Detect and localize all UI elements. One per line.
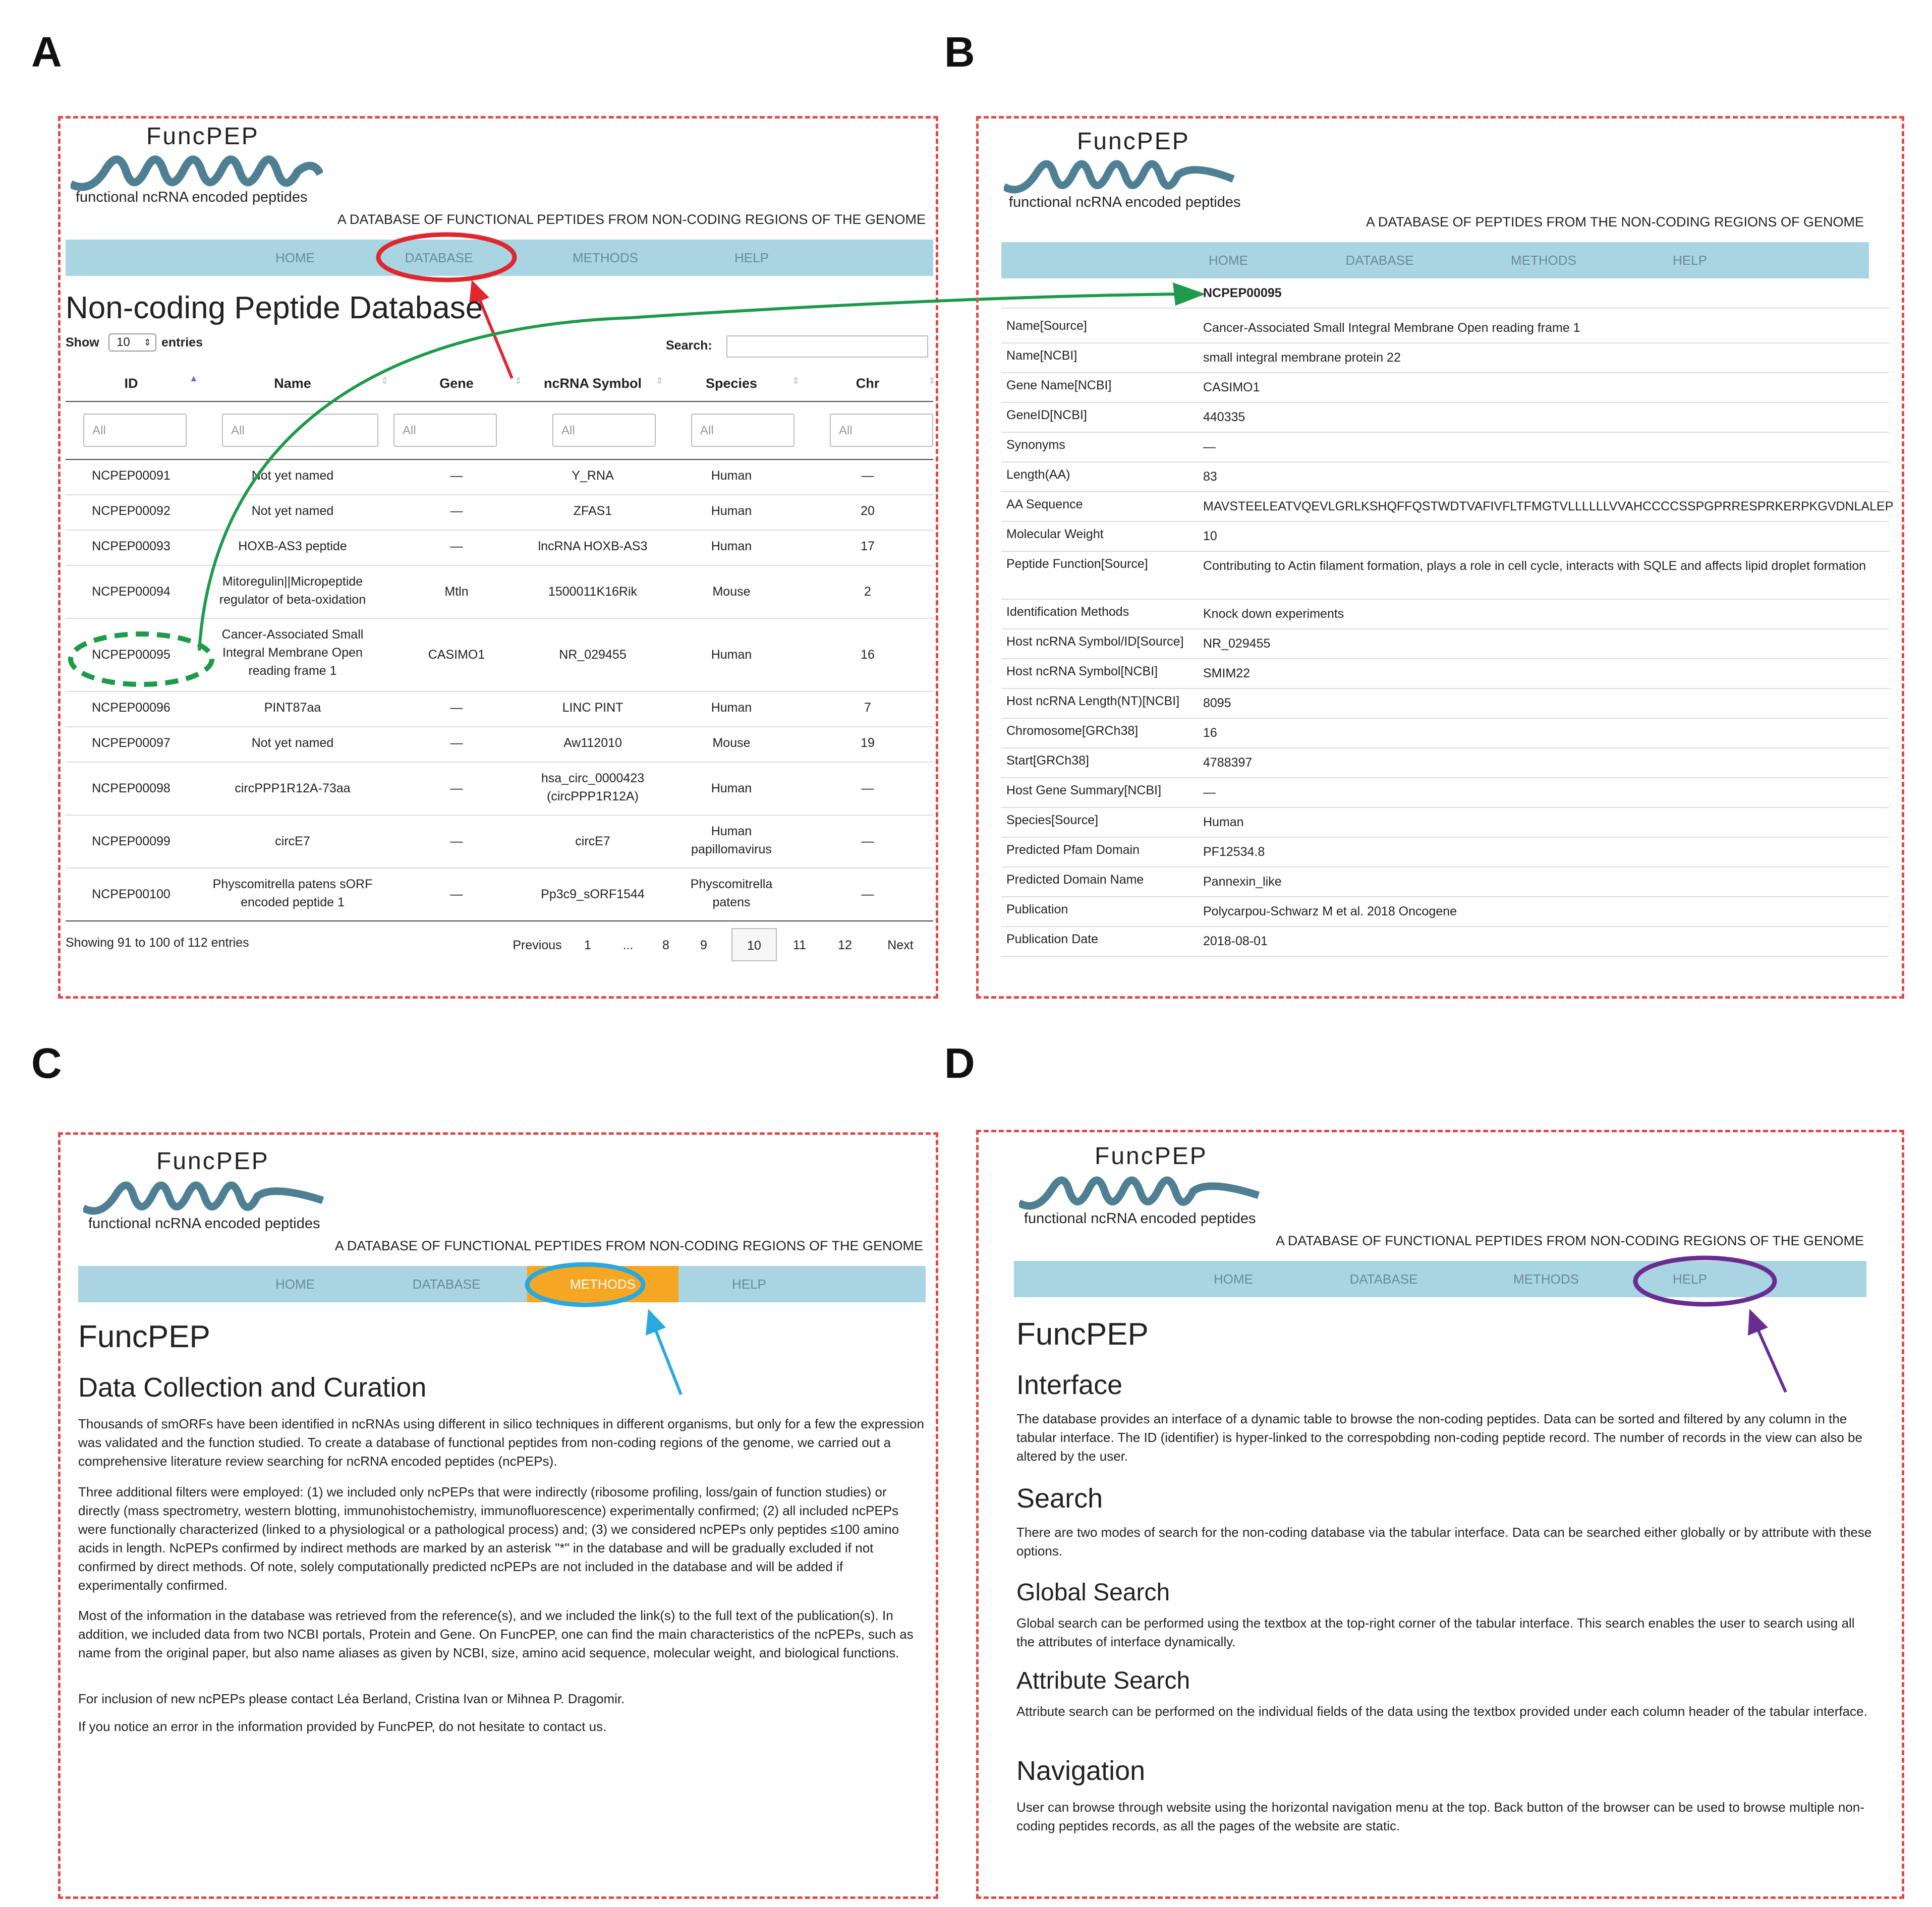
methods-paragraph: Three additional filters were employed: (1) we included only ncPEPs that were indirectly (ribosome profiling, loss/gain of function studies) or directly (mass spectrometry, western blotting, immunohistochemistry, immunofluorescence) experimentally confirmed; (2) all included ncPEPs were functionally characterized (linked to a physiological or a pathological process) and; (3) we considered ncPEPs only peptides ≤100 amino acids in length. NcPEPs confirmed by indirect methods are marked by an asterisk "*" in the database and will be gradually excluded if not confirmed by direct methods. Of note, solely computationally predicted ncPEPs are not included in the database and will be added if experimentally confirmed. [78,1484,899,1593]
detail-value: Human [1203,815,1244,829]
pagination-page-current[interactable]: 10 [731,928,777,961]
logo-title: FuncPEP [1077,128,1190,155]
tagline: A DATABASE OF FUNCTIONAL PEPTIDES FROM NON-CODING REGIONS OF THE GENOME [1275,1233,1864,1248]
row-id-link[interactable]: NCPEP00091 [92,469,171,483]
detail-value: MAVSTEELEATVQEVLGRLKSHQFFQSTWDTVAFIVFLTFMGTVLLLLLLVVAHCCCCSSPGPRRESPRKERPKGVDNLALEP [1203,499,1894,513]
nav-database[interactable]: DATABASE [1349,1272,1418,1287]
navbar [1001,242,1869,278]
row-divider [66,726,933,727]
detail-key: Species[Source] [1006,813,1099,827]
row-species: Mouse [712,736,751,750]
search-label: Search: [666,338,712,353]
filter-id-input[interactable]: All [83,414,187,447]
row-symbol: 1500011K16Rik [548,585,638,599]
row-chr: 19 [861,736,875,750]
row-species: Human [711,469,752,483]
pagination-ellipsis: ... [622,938,634,952]
row-species: Human [711,701,752,715]
detail-value: — [1203,785,1216,799]
row-chr: — [861,834,874,848]
row-id-link[interactable]: NCPEP00094 [92,585,171,599]
section-title: Data Collection and Curation [78,1372,427,1403]
entries-label: entries [161,335,203,350]
row-divider [1001,658,1889,659]
pagination-page[interactable]: 1 [584,938,591,952]
filter-species-input[interactable]: All [691,414,794,447]
col-header-species[interactable]: Species [705,376,758,391]
detail-key: Gene Name[NCBI] [1006,378,1112,392]
row-name: Not yet named [251,469,334,483]
row-name: Mitoregulin||Micropeptide regulator of beta-oxidation [219,574,366,607]
row-name: PINT87aa [264,701,321,715]
sort-icon[interactable]: ⇕ [792,376,800,386]
row-divider [1001,688,1889,689]
detail-value: 83 [1203,470,1217,484]
row-chr: 2 [864,585,871,599]
row-divider [1001,432,1889,433]
helix-logo-icon [83,1175,325,1218]
row-name: Physcomitrella patens sORF encoded peptide 1 [212,877,373,909]
highlight-ring-methods [522,1258,648,1311]
detail-value: Cancer-Associated Small Integral Membrane Open reading frame 1 [1203,321,1580,335]
navbar [78,1266,926,1302]
page-title: FuncPEP [1016,1317,1149,1352]
section-title-attribute-search: Attribute Search [1016,1667,1190,1694]
detail-value-link[interactable]: 440335 [1203,410,1245,424]
nav-help[interactable]: HELP [732,1277,766,1292]
detail-value: Contributing to Actin filament formation, plays a role in cell cycle, interacts with SQLE and affects lipid droplet formation [1203,559,1866,573]
detail-value-link[interactable]: Polycarpou-Schwarz M et al. 2018 Oncogene [1203,904,1457,918]
pagination-next[interactable]: Next [887,938,914,952]
row-chr: 16 [861,648,875,662]
col-header-ncrna-symbol[interactable]: ncRNA Symbol [543,376,642,391]
row-chr: — [861,781,874,795]
detail-value: Knock down experiments [1203,607,1344,621]
detail-key: Host ncRNA Length(NT)[NCBI] [1006,694,1180,708]
help-paragraph: The database provides an interface of a dynamic table to browse the non-coding peptides. Data can be sorted and filtered by any column in the tabular interface. The ID (identifier) is hyper-linked to the correspobding non-coding peptide record. The number of records in the view can also be altered by the user. [1016,1411,1862,1464]
logo-title: FuncPEP [1095,1143,1208,1170]
methods-paragraph: For inclusion of new ncPEPs please contact Léa Berland, Cristina Ivan or Mihnea P. Dragomir. [78,1691,625,1706]
logo-subtitle: functional ncRNA encoded peptides [1024,1210,1256,1227]
row-symbol: LINC PINT [562,701,623,715]
row-divider [1001,866,1889,868]
page-title: Non-coding Peptide Database [66,291,483,325]
col-header-gene[interactable]: Gene [439,376,474,391]
row-chr: — [861,469,874,483]
methods-paragraph: If you notice an error in the information provided by FuncPEP, do not hesitate to contact us. [78,1719,607,1734]
row-name: Not yet named [251,504,334,518]
row-divider [1001,308,1889,309]
panel-c-methods [58,1132,938,1899]
row-species: Human [711,648,752,662]
row-species: Human [711,781,752,795]
row-gene: — [450,504,463,518]
detail-key: Publication Date [1006,932,1099,946]
showing-info: Showing 91 to 100 of 112 entries [66,936,249,950]
section-title-navigation: Navigation [1016,1756,1146,1786]
nav-database[interactable]: DATABASE [405,250,473,265]
row-id-link[interactable]: NCPEP00092 [92,504,171,518]
sort-icon[interactable]: ⇕ [381,376,389,386]
row-symbol: Y_RNA [572,469,614,483]
filter-gene-input[interactable]: All [393,414,497,447]
detail-value-link[interactable]: PF12534.8 [1203,845,1265,859]
row-id-link[interactable]: NCPEP00097 [92,736,171,750]
detail-key: Publication [1006,902,1068,916]
help-paragraph: There are two modes of search for the non-coding database via the tabular interface. Data can be searched either globally or by attribute with these options. [1016,1525,1872,1558]
logo-title: FuncPEP [146,123,259,150]
detail-value: Pannexin_like [1203,875,1282,889]
nav-help[interactable]: HELP [1673,253,1707,268]
detail-value: 16 [1203,726,1217,740]
detail-key: Synonyms [1006,438,1065,452]
sort-icon[interactable]: ⇕ [515,376,523,386]
detail-key: Identification Methods [1006,605,1129,619]
row-species: Physcomitrella patens [690,877,773,909]
pagination-page[interactable]: 11 [793,938,806,952]
row-species: Human [711,504,752,518]
row-gene: — [450,887,463,901]
row-divider [1001,837,1889,838]
row-gene: — [450,736,463,750]
detail-value: 4788397 [1203,756,1253,770]
tagline: A DATABASE OF FUNCTIONAL PEPTIDES FROM NON-CODING REGIONS OF THE GENOME [334,1238,923,1253]
nav-help[interactable]: HELP [1673,1272,1707,1287]
nav-methods[interactable]: METHODS [1511,253,1576,268]
row-symbol: hsa_circ_0000423 (circPPP1R12A) [541,771,645,803]
nav-home[interactable]: HOME [275,250,315,265]
pagination-page[interactable]: 12 [838,938,852,952]
record-id: NCPEP00095 [1203,286,1282,300]
row-divider [66,868,933,869]
nav-methods[interactable]: METHODS [1513,1272,1579,1287]
row-chr: 17 [861,539,875,553]
highlight-ring-help [1629,1253,1781,1309]
row-chr: 7 [864,701,871,715]
help-paragraph: Attribute search can be performed on the individual fields of the data using the textbox provided under each column header of the tabular interface. [1016,1704,1867,1719]
panel-label-b: B [944,28,975,76]
detail-key: Host ncRNA Symbol[NCBI] [1006,664,1158,678]
row-id-link[interactable]: NCPEP00095 [92,648,171,662]
show-label: Show [66,335,99,350]
methods-paragraph: Most of the information in the database was retrieved from the reference(s), and we included the link(s) to the full text of the publication(s). In addition, we included data from two NCBI portals, Protein and Gene. On FuncPEP, one can find the main characteristics of the ncPEPs, such as name from the original paper, but also name aliases as given by NCBI, size, amino acid sequence, molecular weight, and biological functions. [78,1608,914,1660]
page-title: FuncPEP [78,1319,210,1354]
row-chr: 20 [861,504,875,518]
row-id-link[interactable]: NCPEP00100 [92,887,171,901]
col-header-name[interactable]: Name [274,376,311,391]
detail-key: Host ncRNA Symbol/ID[Source] [1006,634,1184,649]
select-arrows-icon: ⇕ [143,337,151,348]
nav-database[interactable]: DATABASE [412,1277,481,1292]
row-symbol: lncRNA HOXB-AS3 [538,539,648,553]
section-title-global-search: Global Search [1016,1579,1170,1606]
row-divider [1001,956,1889,957]
help-paragraph: Global search can be performed using the textbox at the top-right corner of the tabular interface. This search enables the user to search using all the attributes of interface dynamically. [1016,1615,1855,1649]
row-divider [1001,551,1889,552]
nav-methods[interactable]: METHODS [573,250,638,265]
tagline: A DATABASE OF PEPTIDES FROM THE NON-CODING REGIONS OF GENOME [1366,214,1864,229]
col-header-chr[interactable]: Chr [856,376,880,391]
table-bottom-border [66,920,933,921]
row-symbol: Aw112010 [563,736,622,750]
row-divider [1001,807,1889,808]
detail-key: Name[Source] [1006,319,1087,333]
detail-value: small integral membrane protein 22 [1203,351,1401,365]
sort-asc-icon[interactable]: ▲ [189,373,198,383]
row-divider [1001,372,1889,373]
nav-home[interactable]: HOME [275,1277,315,1292]
row-species: Human [711,539,752,553]
detail-key: Start[GRCh38] [1006,754,1089,768]
row-divider [1001,599,1889,600]
row-gene: — [450,539,463,553]
row-id-link[interactable]: NCPEP00099 [92,834,171,848]
detail-key: Length(AA) [1006,468,1070,482]
row-divider [66,762,933,763]
pagination-previous[interactable]: Previous [513,938,562,952]
row-divider [1001,718,1889,719]
row-chr: — [861,887,874,901]
row-gene: — [450,781,463,795]
methods-paragraph: Thousands of smORFs have been identified in ncRNAs using different in silico techniques in different organisms, but only for a few the expression was validated and the function studied. To create a database of functional peptides from non-coding regions of the genome, we carried out a comprehensive literature review searching for ncRNA encoded peptides (ncPEPs). [78,1416,924,1469]
detail-value: — [1203,440,1216,454]
detail-value: NR_029455 [1203,637,1271,651]
row-divider [1001,342,1889,343]
pagination-page[interactable]: 8 [662,938,669,952]
detail-key: Predicted Domain Name [1006,873,1144,887]
row-gene: — [450,701,463,715]
sort-icon[interactable]: ⇕ [656,376,664,386]
row-symbol: ZFAS1 [573,504,612,518]
helix-logo-icon [1019,1170,1261,1213]
nav-help[interactable]: HELP [734,250,769,265]
helix-logo-icon [1004,154,1236,197]
row-symbol: NR_029455 [559,648,627,662]
nav-home[interactable]: HOME [1214,1272,1253,1287]
nav-database[interactable]: DATABASE [1345,253,1414,268]
detail-key: Peptide Function[Source] [1006,557,1148,571]
panel-label-c: C [31,1039,62,1087]
nav-methods[interactable]: METHODS [527,1266,678,1302]
pagination-page[interactable]: 9 [700,938,707,952]
detail-key: Chromosome[GRCh38] [1006,724,1139,738]
row-symbol: Pp3c9_sORF1544 [541,887,645,901]
entries-value: 10 [117,335,130,349]
row-divider [1001,402,1889,403]
detail-value: 8095 [1203,696,1231,710]
nav-home[interactable]: HOME [1209,253,1248,268]
row-divider [1001,747,1889,748]
row-id-link[interactable]: NCPEP00096 [92,701,171,715]
logo-subtitle: functional ncRNA encoded peptides [88,1216,320,1232]
detail-value: CASIMO1 [1203,380,1260,394]
panel-b-record [976,116,1904,999]
row-divider [1001,521,1889,522]
section-title-interface: Interface [1016,1370,1123,1400]
detail-key: Name[NCBI] [1006,349,1077,363]
detail-value: 2018-08-01 [1203,934,1268,948]
row-species: Mouse [712,585,751,599]
detail-key: Host Gene Summary[NCBI] [1006,783,1162,797]
detail-key: GeneID[NCBI] [1006,408,1087,422]
row-divider [66,815,933,816]
panel-label-a: A [31,28,62,76]
row-id-link[interactable]: NCPEP00098 [92,781,171,795]
help-paragraph: User can browse through website using the horizontal navigation menu at the top. Back button of the browser can be used to browse multiple non-coding peptides records, as all the pages of the website are static. [1016,1800,1864,1833]
detail-key: AA Sequence [1006,497,1083,511]
sort-icon[interactable]: ⇕ [928,376,936,386]
row-name: circE7 [275,834,310,848]
row-gene: Mtln [444,585,469,599]
row-divider [1001,491,1889,492]
panel-label-d: D [944,1039,975,1087]
row-divider [1001,926,1889,927]
tagline: A DATABASE OF FUNCTIONAL PEPTIDES FROM NON-CODING REGIONS OF THE GENOME [337,212,926,227]
row-species: Human papillomavirus [691,824,772,856]
row-divider [1001,461,1889,463]
detail-value: 10 [1203,529,1217,543]
row-gene: CASIMO1 [428,648,485,662]
detail-key: Predicted Pfam Domain [1006,843,1140,857]
row-name: HOXB-AS3 peptide [238,539,347,553]
detail-value: SMIM22 [1203,666,1251,680]
row-divider [1001,628,1889,629]
row-name: Not yet named [251,736,334,750]
row-name: Cancer-Associated Small Integral Membrane Open reading frame 1 [221,627,364,678]
section-title-search: Search [1016,1483,1103,1514]
row-gene: — [450,469,463,483]
row-gene: — [450,834,463,848]
logo-title: FuncPEP [156,1148,269,1175]
arrow-to-methods [636,1306,696,1402]
filter-symbol-input[interactable]: All [552,414,656,447]
filter-chr-input[interactable]: All [830,414,933,447]
panel-d-help [976,1130,1904,1899]
detail-key: Molecular Weight [1006,527,1104,541]
row-name: circPPP1R12A-73aa [235,781,351,795]
logo-subtitle: functional ncRNA encoded peptides [76,189,308,205]
row-divider [1001,896,1889,897]
row-divider [1001,777,1889,778]
row-symbol: circE7 [575,834,610,848]
filter-name-input[interactable]: All [222,414,378,447]
logo-subtitle: functional ncRNA encoded peptides [1009,194,1241,210]
arrow-to-help [1740,1306,1796,1400]
col-header-id[interactable]: ID [124,376,138,391]
row-id-link[interactable]: NCPEP00093 [92,539,171,553]
